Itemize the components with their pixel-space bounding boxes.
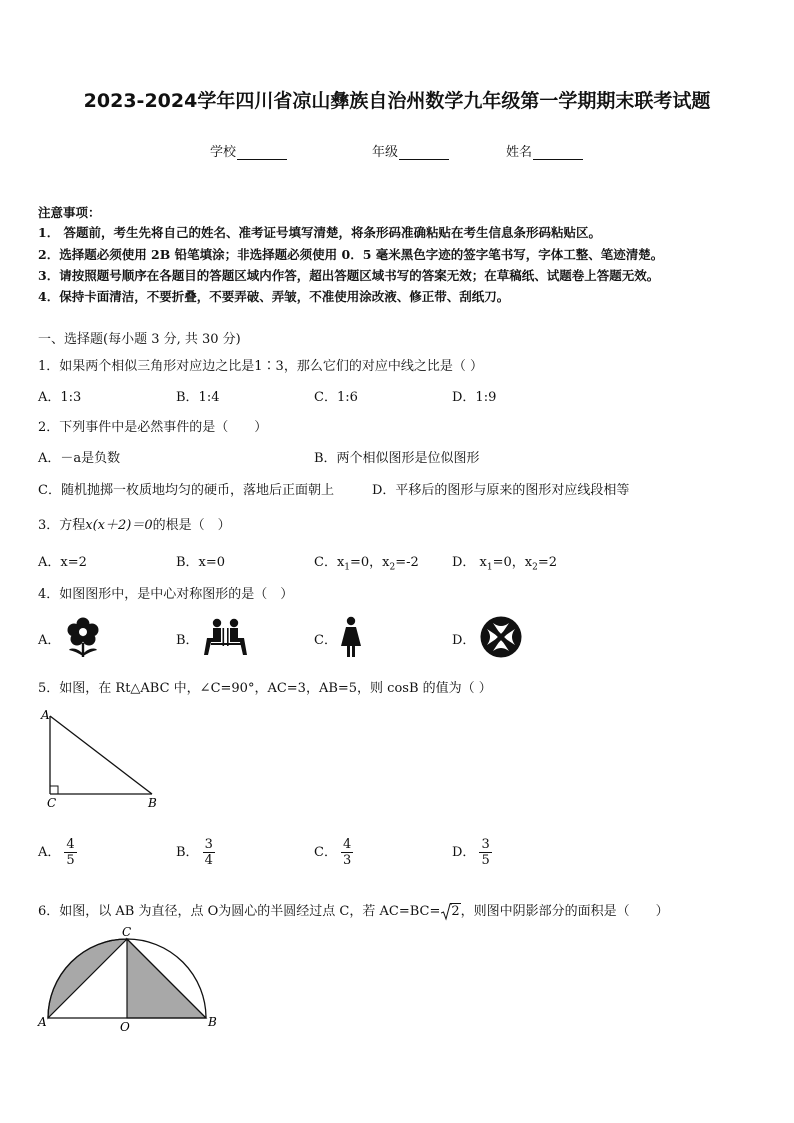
subscript: 2 (532, 562, 538, 573)
point-label-a: A (38, 1015, 47, 1029)
q5-stem: 5．如图，在 Rt△ABC 中，∠C=90°，AC=3，AB=5，则 cosB 的值为（ ） (38, 681, 492, 696)
circle-x-icon (479, 615, 523, 659)
q3-option-c[interactable] (314, 551, 419, 573)
q4-option-a[interactable]: A． (38, 633, 61, 648)
vertex-label-b: B (148, 796, 157, 810)
q3-option-a[interactable]: A．x=2 (38, 555, 87, 570)
notice-heading: 注意事项： (38, 205, 101, 220)
notice-item: 4．保持卡面清洁，不要折叠，不要弄破、弄皱，不准使用涂改液、修正带、刮纸刀。 (38, 289, 510, 304)
q3-stem-post: 的根是（ ） (152, 518, 231, 533)
seated-figures-icon (203, 618, 249, 658)
notice-item: 2．选择题必须使用 2B 铅笔填涂；非选择题必须使用 0．5 毫米黑色字迹的签字笔书写，字体工整、笔迹清楚。 (38, 247, 664, 262)
option-letter: B． (176, 845, 199, 860)
sqrt-radicand: 2 (451, 904, 460, 919)
q5-option-d[interactable] (452, 837, 492, 868)
q3-d-part: D． x (452, 555, 487, 570)
q2-option-d[interactable]: D．平移后的图形与原来的图形对应线段相等 (372, 483, 630, 498)
q2-option-a[interactable]: A．－a是负数 (38, 451, 121, 466)
page-title: 2023-2024学年四川省凉山彝族自治州数学九年级第一学期期末联考试题 (83, 90, 711, 112)
q5-triangle-figure (38, 706, 168, 812)
q3-stem-pre: 3．方程 (38, 518, 86, 533)
q1-stem: 1．如果两个相似三角形对应边之比是1∶3，那么它们的对应中线之比是（ ） (38, 359, 483, 374)
q6-semicircle-figure (34, 925, 224, 1037)
q1-option-c[interactable]: C．1:6 (314, 390, 358, 405)
numerator: 4 (342, 837, 352, 852)
subscript: 2 (389, 562, 396, 573)
numerator: 4 (66, 837, 75, 852)
q5-option-a[interactable] (38, 837, 77, 868)
q2-option-c[interactable]: C．随机抛掷一枚质地均匀的硬币，落地后正面朝上 (38, 483, 334, 498)
notice-item: 3．请按照题号顺序在各题目的答题区域内作答，超出答题区域书写的答案无效；在草稿纸、试题卷上答题无效。 (38, 268, 660, 283)
q1-option-a[interactable]: A．1:3 (38, 390, 82, 405)
q3-d-part: =0，x (492, 555, 533, 570)
q3-equation: x(x＋2)＝0 (85, 518, 153, 533)
numerator: 3 (204, 837, 213, 852)
q3-c-part: C．x (314, 555, 345, 570)
q2-option-b[interactable]: B．两个相似图形是位似图形 (314, 451, 480, 466)
point-label-c: C (122, 925, 132, 939)
denominator: 3 (342, 853, 352, 868)
option-letter: A． (38, 845, 61, 860)
q3-c-part: =0，x (350, 555, 390, 570)
radical-sign-icon (441, 903, 452, 921)
option-letter: C． (314, 845, 337, 860)
q1-option-b[interactable]: B．1:4 (176, 390, 220, 405)
q1-option-d[interactable]: D．1:9 (452, 390, 497, 405)
subscript: 1 (486, 562, 493, 573)
q3-d-part: =2 (537, 555, 558, 570)
q3-stem (38, 514, 231, 533)
q2-stem: 2．下列事件中是必然事件的是（ ） (38, 420, 268, 435)
vertex-label-c: C (47, 796, 57, 810)
subscript: 1 (344, 562, 351, 573)
denominator: 5 (66, 853, 75, 868)
grade-field[interactable] (372, 141, 449, 160)
option-letter: D． (452, 845, 476, 860)
notice-item: 1． 答题前，考生先将自己的姓名、准考证号填写清楚，将条形码准确粘贴在考生信息条形码粘贴区。 (38, 225, 602, 240)
point-label-o: O (120, 1020, 130, 1034)
woman-icon (340, 616, 362, 658)
fraction (64, 837, 76, 868)
flower-icon (63, 616, 103, 658)
q5-option-c[interactable] (314, 837, 353, 868)
vertex-label-a: A (41, 708, 50, 722)
point-label-b: B (208, 1015, 217, 1029)
q6-stem (38, 900, 669, 919)
fraction (341, 837, 353, 868)
school-field[interactable] (210, 141, 287, 160)
q6-stem-post: ，则图中阴影部分的面积是（ ） (460, 904, 669, 919)
q4-option-d[interactable]: D． (452, 633, 476, 648)
grade-label: 年级 (372, 145, 399, 160)
q3-option-d[interactable] (452, 551, 557, 573)
denominator: 5 (481, 853, 490, 868)
fraction (479, 837, 491, 868)
name-label: 姓名 (506, 145, 533, 160)
section-heading: 一、选择题(每小题 3 分, 共 30 分) (38, 332, 241, 347)
q3-c-part: =-2 (395, 555, 419, 570)
q4-option-b[interactable]: B． (176, 633, 199, 648)
q4-stem: 4．如图图形中，是中心对称图形的是（ ） (38, 587, 294, 602)
q3-option-b[interactable]: B．x=0 (176, 555, 226, 570)
q5-option-b[interactable] (176, 837, 215, 868)
q4-option-c[interactable]: C． (314, 633, 337, 648)
school-label: 学校 (210, 145, 237, 160)
fraction (203, 837, 215, 868)
q6-stem-pre: 6．如图，以 AB 为直径，点 O为圆心的半圆经过点 C，若 AC=BC= (38, 904, 441, 919)
numerator: 3 (481, 837, 490, 852)
name-field[interactable] (506, 141, 583, 160)
denominator: 4 (204, 853, 213, 868)
sqrt-expression (441, 904, 460, 919)
